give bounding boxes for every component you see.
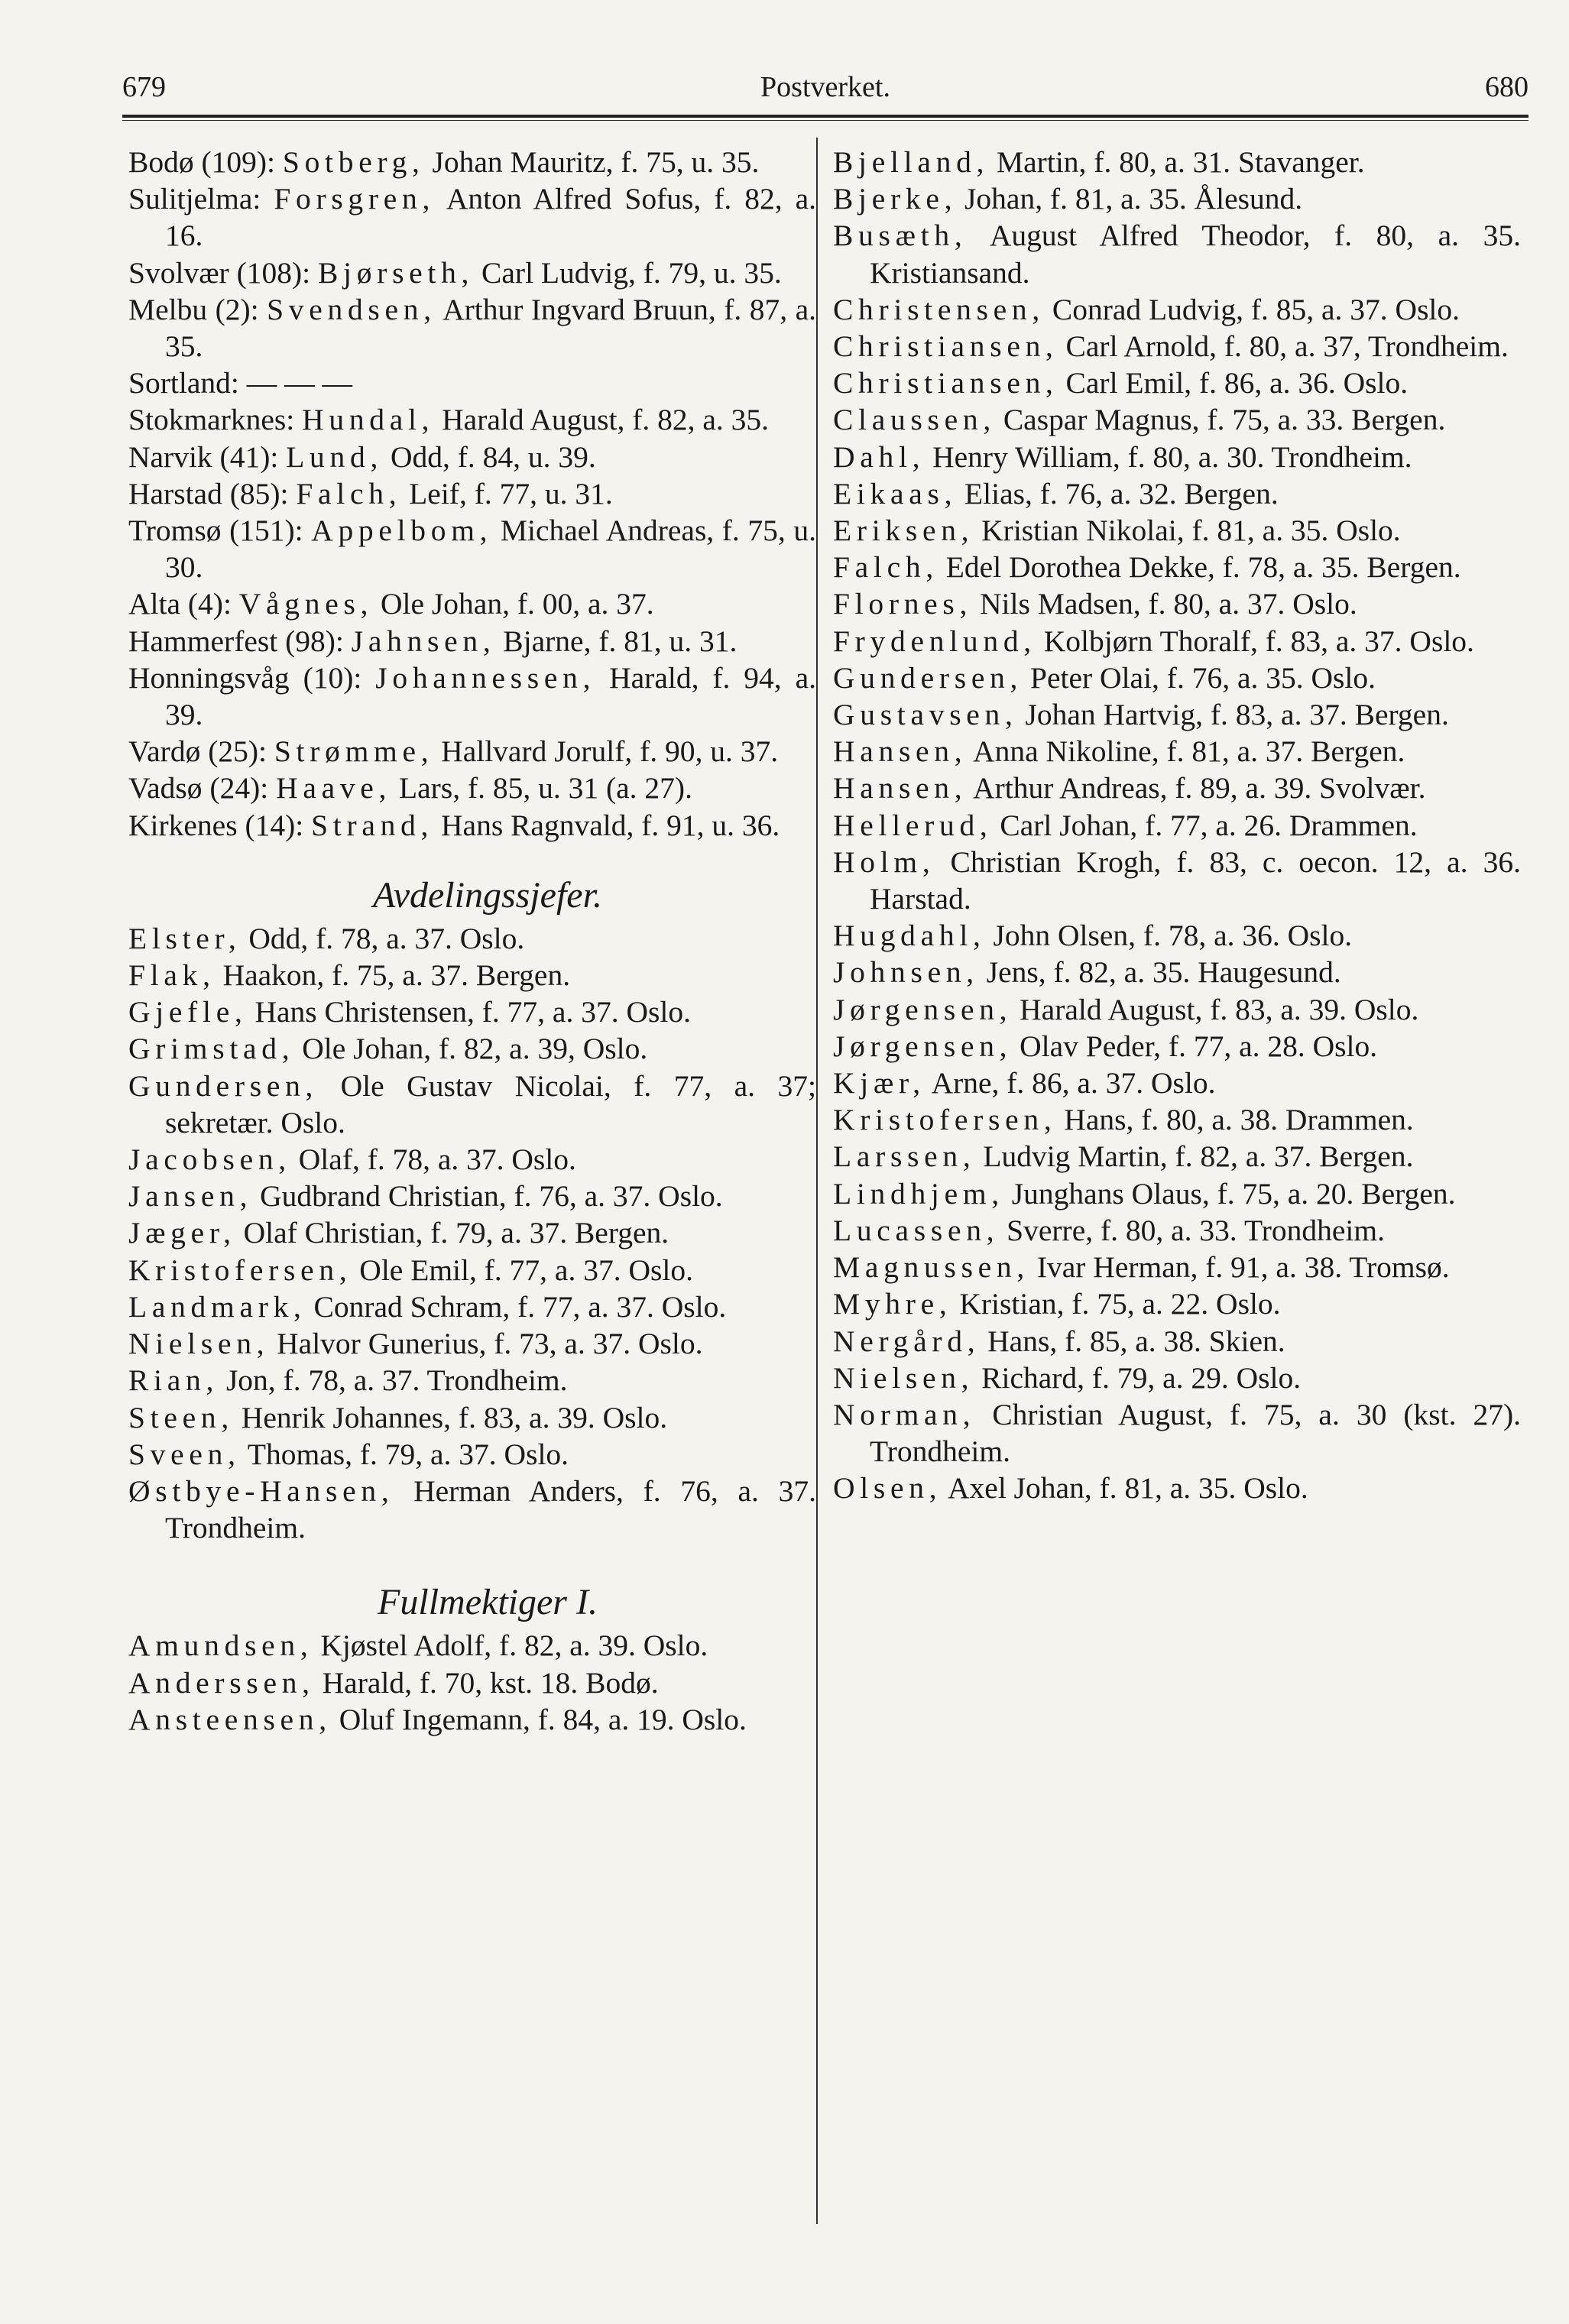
entry-details: Henrik Johannes, f. 83, a. 39. Oslo. (233, 1400, 668, 1434)
list-item (128, 1030, 816, 1067)
entry-surname: Magnussen, (833, 1250, 1029, 1285)
entry-details: Gudbrand Christian, f. 76, a. 37. Oslo. (252, 1179, 723, 1214)
list-item (833, 1323, 1521, 1360)
entry-details: Johan Hartvig, f. 83, a. 37. Bergen. (1017, 698, 1449, 732)
left-column (128, 144, 816, 1738)
header-rule (122, 115, 1528, 121)
list-item (833, 623, 1521, 660)
list-item (833, 1175, 1521, 1212)
list-item (128, 475, 816, 512)
entry-details: Nils Madsen, f. 80, a. 37. Oslo. (972, 587, 1357, 621)
entry-surname: Gjefle, (128, 995, 248, 1029)
entry-surname: Elster, (128, 921, 242, 955)
avdelingssjefer-list (128, 920, 816, 1546)
entry-details: Hans Ragnvald, f. 91, u. 36. (433, 808, 780, 842)
entry-surname: Flornes, (833, 587, 973, 621)
entry-details: Hans Christensen, f. 77, a. 37. Oslo. (247, 995, 691, 1029)
list-item (833, 365, 1521, 401)
entry-details: Arthur Andreas, f. 89, a. 39. Svolvær. (967, 771, 1426, 805)
list-item (128, 291, 816, 365)
entry-surname: Bjerke, (833, 182, 958, 216)
entry-surname: Anderssen, (128, 1665, 315, 1700)
entry-surname: Jahnsen, (351, 624, 496, 658)
entry-surname: Lindhjem, (833, 1176, 1004, 1211)
entry-surname: Larssen, (833, 1139, 976, 1174)
list-item (128, 585, 816, 622)
list-item (833, 180, 1521, 217)
entry-surname: Eikaas, (833, 476, 958, 511)
entry-surname: Christiansen, (833, 329, 1058, 364)
entry-surname: Myhre, (833, 1287, 952, 1321)
entry-details: Olaf Christian, f. 79, a. 37. Bergen. (235, 1216, 669, 1250)
list-item (833, 1249, 1521, 1285)
list-item (128, 1473, 816, 1546)
entry-surname: Dahl, (833, 439, 926, 474)
list-item (833, 660, 1521, 696)
entry-surname: Lucassen, (833, 1213, 1000, 1247)
entry-details: Ole Gustav Nicolai, f. 77, a. 37; sekretær. Oslo. (165, 1068, 816, 1139)
entry-surname: Ansteensen, (128, 1702, 332, 1736)
list-item (833, 1065, 1521, 1101)
list-item (128, 1701, 816, 1738)
list-item (128, 1252, 816, 1288)
list-item (833, 1360, 1521, 1396)
entry-details: Jens, f. 82, a. 35. Haugesund. (978, 955, 1341, 990)
entry-surname: Strand, (311, 808, 434, 842)
entry-details: Conrad Schram, f. 77, a. 37. Oslo. (306, 1289, 727, 1324)
entry-surname: Amundsen, (128, 1629, 313, 1663)
list-item (128, 365, 816, 401)
entry-details: Bjarne, f. 81, u. 31. (495, 624, 737, 658)
list-item (833, 549, 1521, 585)
entry-details: Kristian Nikolai, f. 81, a. 35. Oslo. (974, 514, 1401, 548)
entry-surname: Falch, (296, 476, 402, 511)
entry-surname: Johannessen, (375, 660, 596, 695)
entry-surname: Jørgensen, (833, 1029, 1013, 1063)
entry-surname: Hundal, (302, 403, 435, 437)
section-heading-avdelingssjefer: Avdelingssjefer. (373, 874, 602, 916)
entry-details: Conrad Ludvig, f. 85, a. 37. Oslo. (1044, 292, 1460, 326)
entry-surname: Bjørseth, (317, 255, 475, 290)
entry-surname: Nielsen, (833, 1360, 974, 1395)
entry-surname: Eriksen, (833, 514, 974, 548)
entry-details: Carl Johan, f. 77, a. 26. Drammen. (992, 808, 1418, 842)
entry-surname: Jørgensen, (833, 992, 1013, 1026)
list-item (128, 920, 816, 957)
entry-place: Melbu (2): (128, 292, 267, 326)
entry-details: Anton Alfred Sofus, f. 82, a. 16. (165, 182, 816, 253)
entry-surname: Christiansen, (833, 366, 1058, 400)
entry-details: Jon, f. 78, a. 37. Trondheim. (219, 1363, 568, 1398)
section-heading-fullmektiger: Fullmektiger I. (378, 1582, 598, 1623)
entry-surname: Hansen, (833, 771, 968, 805)
entry-surname: Busæth, (833, 219, 968, 253)
fullmektiger-list (128, 1627, 816, 1738)
list-item (833, 770, 1521, 806)
list-item (128, 957, 816, 993)
list-item (833, 1028, 1521, 1065)
entry-place: Honningsvåg (10): (128, 660, 376, 695)
list-item (128, 1178, 816, 1214)
entry-place: Hammerfest (98): (128, 624, 352, 658)
entry-details: Anna Nikoline, f. 81, a. 37. Bergen. (967, 734, 1405, 769)
list-item (128, 1325, 816, 1362)
entry-surname: Steen, (128, 1400, 234, 1434)
entry-details: Arne, f. 86, a. 37. Oslo. (925, 1066, 1216, 1100)
entry-surname: Norman, (833, 1397, 976, 1431)
list-item (128, 807, 816, 844)
entry-details: Kolbjørn Thoralf, f. 83, a. 37. Oslo. (1036, 624, 1474, 658)
entry-surname: Haave, (276, 771, 392, 805)
entry-details: Odd, f. 84, u. 39. (383, 439, 596, 474)
entry-details: Ole Johan, f. 00, a. 37. (373, 587, 654, 621)
list-item (833, 512, 1521, 549)
list-item (833, 991, 1521, 1028)
entry-details: Herman Anders, f. 76, a. 37. Trondheim. (165, 1473, 816, 1545)
list-item (128, 1664, 816, 1701)
entry-place: Svolvær (108): (128, 255, 318, 290)
entry-details: Ludvig Martin, f. 82, a. 37. Bergen. (975, 1139, 1414, 1174)
fullmektiger-list-continued (833, 144, 1521, 1507)
list-item (128, 660, 816, 733)
entry-details: Harald August, f. 83, a. 39. Oslo. (1012, 992, 1419, 1026)
entry-surname: Grimstad, (128, 1032, 295, 1066)
entry-surname: Gundersen, (833, 660, 1023, 695)
entry-surname: Jansen, (128, 1179, 253, 1214)
entry-surname: Falch, (833, 550, 938, 585)
entry-place: Tromsø (151): (128, 514, 312, 548)
entry-place: Harstad (85): (128, 476, 297, 511)
entry-details: August Alfred Theodor, f. 80, a. 35. Kristiansand. (870, 219, 1521, 290)
entry-surname: Olsen, (833, 1471, 942, 1506)
entry-details: Carl Ludvig, f. 79, u. 35. (474, 255, 782, 290)
list-item (128, 439, 816, 475)
column-divider (816, 138, 818, 2224)
entry-place: Sortland: — — — (128, 366, 352, 400)
list-item (833, 844, 1521, 917)
entry-surname: Johnsen, (833, 955, 979, 990)
entry-surname: Gundersen, (128, 1068, 319, 1103)
list-item (128, 623, 816, 660)
entry-details: Michael Andreas, f. 75, u. 30. (165, 514, 816, 585)
entry-details: Ivar Herman, f. 91, a. 38. Tromsø. (1029, 1250, 1450, 1285)
list-item (833, 1101, 1521, 1138)
entry-details: Haakon, f. 75, a. 37. Bergen. (215, 958, 571, 993)
entry-place: Vadsø (24): (128, 771, 277, 805)
entry-details: Richard, f. 79, a. 29. Oslo. (974, 1360, 1302, 1395)
entry-details: Elias, f. 76, a. 32. Bergen. (957, 476, 1279, 511)
entry-details: Thomas, f. 79, a. 37. Oslo. (240, 1437, 569, 1471)
entry-surname: Frydenlund, (833, 624, 1036, 658)
entry-details: Kjøstel Adolf, f. 82, a. 39. Oslo. (313, 1629, 708, 1663)
postmasters-list (128, 144, 816, 844)
entry-details: Harald, f. 94, a. 39. (165, 660, 816, 732)
list-item (833, 1212, 1521, 1249)
list-item (128, 770, 816, 806)
list-item (833, 1396, 1521, 1470)
entry-surname: Hansen, (833, 734, 968, 769)
entry-details: John Olsen, f. 78, a. 36. Oslo. (985, 919, 1353, 953)
list-item (128, 254, 816, 291)
entry-surname: Kjær, (833, 1066, 926, 1100)
list-item (833, 291, 1521, 328)
entry-surname: Jæger, (128, 1216, 236, 1250)
entry-details: Axel Johan, f. 81, a. 35. Oslo. (942, 1471, 1308, 1506)
list-item (128, 1068, 816, 1141)
right-column (833, 144, 1521, 1507)
list-item (128, 1362, 816, 1399)
entry-place: Sulitjelma: (128, 182, 274, 216)
list-item (128, 1627, 816, 1664)
entry-surname: Nielsen, (128, 1327, 270, 1361)
entry-surname: Landmark, (128, 1289, 306, 1324)
list-item (128, 512, 816, 585)
list-item (833, 217, 1521, 290)
entry-details: Junghans Olaus, f. 75, a. 20. Bergen. (1003, 1176, 1456, 1211)
entry-details: Ole Johan, f. 82, a. 39, Oslo. (294, 1032, 648, 1066)
entry-details: Odd, f. 78, a. 37. Oslo. (241, 921, 525, 955)
entry-surname: Holm, (833, 844, 935, 879)
entry-details: Arthur Ingvard Bruun, f. 87, a. 35. (165, 292, 816, 364)
entry-details: Martin, f. 80, a. 31. Stavanger. (989, 145, 1365, 179)
entry-place: Narvik (41): (128, 439, 287, 474)
entry-details: Edel Dorothea Dekke, f. 78, a. 35. Bergen. (938, 550, 1461, 585)
entry-details: Peter Olai, f. 76, a. 35. Oslo. (1023, 660, 1376, 695)
entry-details: Harald August, f. 82, a. 35. (434, 403, 770, 437)
entry-details: Olaf, f. 78, a. 37. Oslo. (290, 1143, 576, 1177)
list-item (833, 807, 1521, 844)
entry-details: Carl Emil, f. 86, a. 36. Oslo. (1058, 366, 1409, 400)
running-title: Postverket. (760, 71, 890, 103)
entry-surname: Rian, (128, 1363, 219, 1398)
entry-surname: Forsgren, (274, 182, 436, 216)
entry-place: Vardø (25): (128, 734, 274, 769)
entry-details: Ole Emil, f. 77, a. 37. Oslo. (352, 1253, 693, 1287)
list-item (833, 733, 1521, 770)
list-item (128, 733, 816, 770)
entry-surname: Nergård, (833, 1324, 981, 1358)
list-item (128, 144, 816, 180)
list-item (128, 1399, 816, 1436)
entry-details: Christian August, f. 75, a. 30 (kst. 27). Trondheim. (870, 1397, 1521, 1469)
entry-surname: Jacobsen, (128, 1143, 291, 1177)
entry-surname: Sotberg, (282, 145, 425, 179)
entry-details: Harald, f. 70, kst. 18. Bodø. (314, 1665, 659, 1700)
list-item (833, 917, 1521, 954)
entry-details: Hans, f. 80, a. 38. Drammen. (1056, 1103, 1414, 1137)
entry-surname: Hugdahl, (833, 919, 986, 953)
list-item (128, 401, 816, 438)
entry-surname: Appelbom, (311, 514, 493, 548)
entry-details: Lars, f. 85, u. 31 (a. 27). (391, 771, 692, 805)
list-item (833, 328, 1521, 365)
list-item (128, 180, 816, 254)
entry-place: Alta (4): (128, 587, 239, 621)
list-item (128, 1436, 816, 1473)
list-item (833, 585, 1521, 622)
list-item (128, 993, 816, 1030)
entry-surname: Gustavsen, (833, 698, 1018, 732)
entry-surname: Svendsen, (267, 292, 436, 326)
left-page-number: 679 (122, 71, 166, 103)
list-item (833, 1285, 1521, 1322)
entry-surname: Flak, (128, 958, 216, 993)
entry-details: Olav Peder, f. 77, a. 28. Oslo. (1012, 1029, 1378, 1063)
entry-surname: Østbye-Hansen, (128, 1473, 394, 1508)
entry-details: Johan, f. 81, a. 35. Ålesund. (957, 182, 1303, 216)
entry-surname: Christensen, (833, 292, 1045, 326)
list-item (833, 954, 1521, 990)
entry-surname: Claussen, (833, 403, 996, 437)
entry-surname: Bjelland, (833, 145, 990, 179)
list-item (833, 439, 1521, 475)
entry-details: Caspar Magnus, f. 75, a. 33. Bergen. (995, 403, 1446, 437)
list-item (833, 1470, 1521, 1506)
entry-surname: Lund, (286, 439, 384, 474)
entry-details: Hallvard Jorulf, f. 90, u. 37. (433, 734, 779, 769)
page-header (122, 70, 1528, 116)
entry-details: Carl Arnold, f. 80, a. 37, Trondheim. (1058, 329, 1509, 364)
list-item (833, 144, 1521, 180)
list-item (833, 696, 1521, 733)
entry-place: Kirkenes (14): (128, 808, 312, 842)
list-item (833, 401, 1521, 438)
entry-place: Bodø (109): (128, 145, 283, 179)
entry-details: Johan Mauritz, f. 75, u. 35. (424, 145, 760, 179)
list-item (833, 475, 1521, 512)
entry-place: Stokmarknes: (128, 403, 303, 437)
entry-details: Halvor Gunerius, f. 73, a. 37. Oslo. (269, 1327, 703, 1361)
entry-details: Sverre, f. 80, a. 33. Trondheim. (999, 1213, 1385, 1247)
entry-surname: Kristofersen, (128, 1253, 352, 1287)
entry-details: Henry William, f. 80, a. 30. Trondheim. (925, 439, 1412, 474)
entry-details: Hans, f. 85, a. 38. Skien. (980, 1324, 1285, 1358)
entry-details: Christian Krogh, f. 83, c. oecon. 12, a. 36. Harstad. (870, 844, 1521, 916)
entry-surname: Hellerud, (833, 808, 993, 842)
entry-surname: Vågnes, (238, 587, 374, 621)
list-item (833, 1138, 1521, 1175)
entry-surname: Strømme, (274, 734, 434, 769)
entry-surname: Kristofersen, (833, 1103, 1057, 1137)
list-item (128, 1288, 816, 1325)
entry-details: Leif, f. 77, u. 31. (401, 476, 613, 511)
list-item (128, 1214, 816, 1251)
right-page-number: 680 (1485, 71, 1528, 103)
entry-details: Kristian, f. 75, a. 22. Oslo. (951, 1287, 1281, 1321)
list-item (128, 1141, 816, 1178)
entry-surname: Sveen, (128, 1437, 241, 1471)
entry-details: Oluf Ingemann, f. 84, a. 19. Oslo. (331, 1702, 747, 1736)
